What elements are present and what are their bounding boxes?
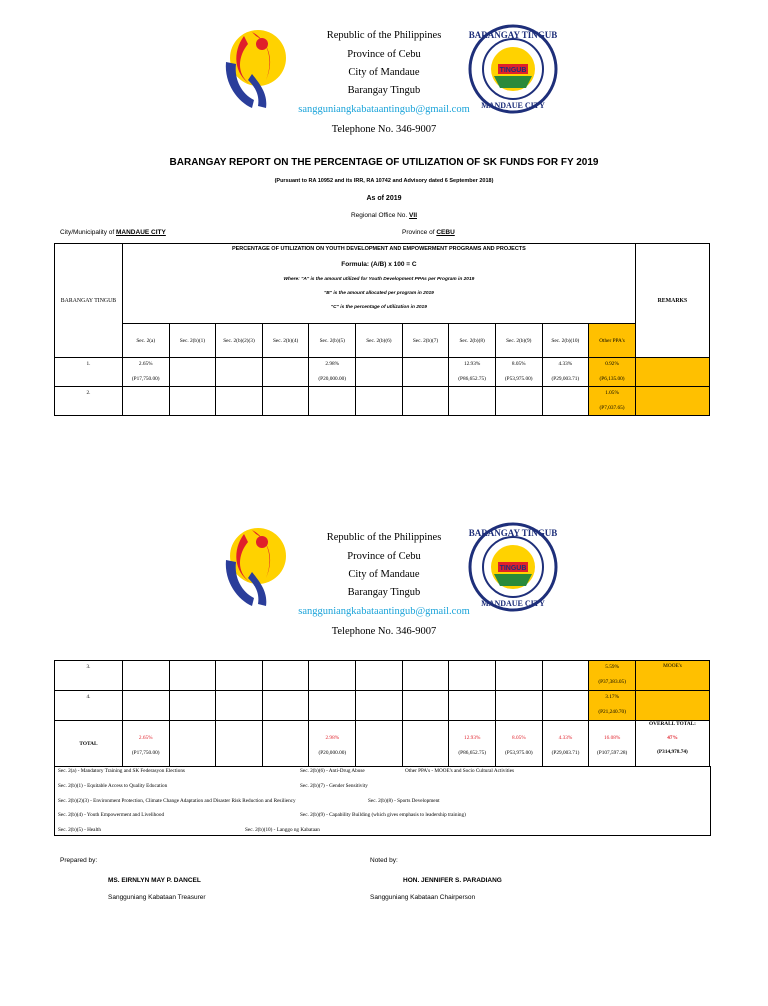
value-cell <box>216 387 263 416</box>
legend-l1c: Other PPA's - MOOE's and Socio Cultural Activities <box>405 768 515 774</box>
empty-cell <box>122 691 169 721</box>
amount-value: (P107,597.28) <box>596 749 628 756</box>
city-value: MANDAUE CITY <box>116 229 166 236</box>
column-header: Sec. 2(b)(5) <box>309 324 356 358</box>
prepared-name: MS. EIRNLYN MAY P. DANCEL <box>108 877 201 884</box>
percent-value: 12.93% <box>464 734 481 741</box>
value-cell <box>122 387 169 416</box>
remarks-cell <box>635 691 709 721</box>
row-number: 3. <box>55 661 123 691</box>
column-header: Sec. 2(a) <box>122 324 169 358</box>
other-ppa-cell <box>589 358 636 387</box>
amount-value: (P20,000.00) <box>318 376 347 382</box>
column-header: Sec. 2(b)(8) <box>449 324 496 358</box>
percent-value: 4.33% <box>558 734 573 741</box>
value-cell <box>309 358 356 387</box>
where-a: Where: "A" is the amount utilized for Youth Development PPAs per Program in 2019 <box>283 277 475 282</box>
empty-cell <box>496 691 543 721</box>
value-cell <box>495 387 542 416</box>
header-telephone: Telephone No. 346-9007 <box>331 124 437 135</box>
value-cell <box>495 358 542 387</box>
empty-cell <box>449 661 496 691</box>
value-cell <box>169 721 216 767</box>
other-ppa-cell <box>589 691 636 721</box>
legend-l3a: Sec. 2(b)(2)(3) - Environment Protection, Climate Change Adaptation and Disaster Risk Reduction and Resiliency <box>58 798 296 804</box>
percent-value: 12.93% <box>463 361 481 367</box>
value-cell <box>216 358 263 387</box>
remarks-header: REMARKS <box>635 244 709 358</box>
column-header: Sec. 2(b)(6) <box>356 324 403 358</box>
value-cell <box>356 358 403 387</box>
prepared-title: Sangguniang Kabataan Treasurer <box>108 894 206 901</box>
value-cell <box>542 721 589 767</box>
column-header: Sec. 2(b)(4) <box>262 324 309 358</box>
table-row <box>55 661 710 691</box>
header2-line3: City of Mandaue <box>348 569 420 580</box>
seal2-center: TINGUB <box>499 565 527 572</box>
value-cell <box>122 358 169 387</box>
header2-telephone: Telephone No. 346-9007 <box>331 626 437 637</box>
amount-value: (P29,003.71) <box>551 749 580 756</box>
remarks-cell <box>635 387 709 416</box>
overall-amount: (P314,978.74) <box>657 749 688 755</box>
overall-total-cell <box>635 721 709 767</box>
table-row <box>55 691 710 721</box>
value-cell <box>309 721 356 767</box>
barangay-header: BARANGAY TINGUB <box>55 244 123 358</box>
regional-value: VII <box>409 212 417 219</box>
total-row <box>55 721 710 767</box>
percent-value: 0.92% <box>605 361 619 367</box>
amount-value: (P6,135.00) <box>599 376 625 382</box>
percent-value: 2.65% <box>138 361 153 367</box>
empty-cell <box>542 661 589 691</box>
regional-office <box>0 212 768 219</box>
other-ppa-cell <box>589 387 636 416</box>
column-header: Sec. 2(b)(2)(3) <box>216 324 263 358</box>
table-row <box>55 387 710 416</box>
row-number: 1. <box>55 358 123 387</box>
remarks-cell: MOOE's <box>635 661 709 691</box>
empty-cell <box>169 661 216 691</box>
value-cell <box>169 358 216 387</box>
empty-cell <box>356 691 403 721</box>
amount-value: (P86,652.75) <box>458 376 486 382</box>
legend-l2b: Sec. 2(b)(7) - Gender Sensitivity <box>300 783 368 789</box>
value-cell <box>449 721 496 767</box>
report-title: BARANGAY REPORT ON THE PERCENTAGE OF UTILIZATION OF SK FUNDS FOR FY 2019 <box>169 157 599 168</box>
row-number: 4. <box>55 691 123 721</box>
column-header: Sec. 2(b)(1) <box>169 324 216 358</box>
seal-center: TINGUB <box>499 67 527 74</box>
value-cell <box>262 721 309 767</box>
percent-value: 2.98% <box>325 734 340 741</box>
value-cell <box>356 387 403 416</box>
legend-l4b: Sec. 2(b)(9) - Capability Building (which gives emphasis to leadership training) <box>300 812 466 818</box>
value-cell <box>402 387 449 416</box>
remarks-cell <box>635 358 709 387</box>
empty-cell <box>122 661 169 691</box>
legend-l1a: Sec. 2(a) - Mandatory Training and SK Federasyon Elections <box>58 768 185 774</box>
empty-cell <box>402 691 449 721</box>
value-cell <box>309 387 356 416</box>
header-email: sangguniangkabataantingub@gmail.com <box>298 104 470 115</box>
report-subtitle: (Pursuant to RA 10952 and its IRR, RA 10742 and Advisory dated 6 September 2018) <box>274 178 494 184</box>
value-cell <box>262 387 309 416</box>
empty-cell <box>496 661 543 691</box>
legend-l1b: Sec. 2(b)(6) - Anti-Drug Abuse <box>300 768 365 774</box>
amount-value: (P53,975.00) <box>505 749 533 756</box>
amount-value: (P53,975.00) <box>504 376 533 382</box>
percent-value: 8.05% <box>511 361 526 367</box>
noted-name: HON. JENNIFER S. PARADIANG <box>403 877 502 884</box>
amount-value: (P21,240.70) <box>598 709 626 715</box>
empty-cell <box>216 661 263 691</box>
overall-label: OVERALL TOTAL: <box>649 721 696 727</box>
percent-value: 2.65% <box>138 734 153 741</box>
amount-value: (P20,000.00) <box>318 749 347 756</box>
header2-email: sangguniangkabataantingub@gmail.com <box>298 606 470 617</box>
value-cell <box>496 721 543 767</box>
seal-text-top: BARANGAY TINGUB <box>468 30 558 40</box>
program-header <box>122 244 635 324</box>
percent-value: 16.08% <box>603 734 621 741</box>
noted-title: Sangguniang Kabataan Chairperson <box>370 894 476 901</box>
province-label: Province of <box>402 229 435 236</box>
value-cell <box>169 387 216 416</box>
column-header: Sec. 2(b)(7) <box>402 324 449 358</box>
value-cell <box>449 358 496 387</box>
report-as-of: As of 2019 <box>366 195 402 202</box>
amount-value: (P37,383.05) <box>598 679 626 685</box>
empty-cell <box>309 691 356 721</box>
column-header: Sec. 2(b)(10) <box>542 324 589 358</box>
empty-cell <box>309 661 356 691</box>
other-ppa-cell <box>589 661 636 691</box>
header-line4: Barangay Tingub <box>347 85 421 96</box>
empty-cell <box>262 661 309 691</box>
percent-value: 8.05% <box>512 734 526 741</box>
amount-value: (P17,750.00) <box>131 376 160 382</box>
legend-l5b: Sec. 2(b)(10) - Langgo ng Kabataan <box>245 827 320 833</box>
legend-l3b: Sec. 2(b)(8) - Sports Development <box>368 798 440 804</box>
value-cell <box>402 358 449 387</box>
amount-value: (P17,750.00) <box>131 749 160 756</box>
province-field <box>402 229 455 236</box>
overall-percent: 47% <box>667 735 678 741</box>
formula: Formula: (A/B) x 100 = C <box>341 261 417 268</box>
table-row <box>55 358 710 387</box>
empty-cell <box>216 691 263 721</box>
seal-text-bottom: MANDAUE CITY <box>481 101 545 110</box>
header-line1: Republic of the Philippines <box>326 30 442 41</box>
province-value: CEBU <box>436 229 455 236</box>
utilization-table-1 <box>54 243 710 416</box>
value-cell <box>356 721 403 767</box>
where-c: "C" is the percentage of utilization in 2019 <box>330 305 427 310</box>
row-number: 2. <box>55 387 123 416</box>
where-b: "B" is the amount allocated per program in 2019 <box>323 291 434 296</box>
seal2-text-bottom: MANDAUE CITY <box>481 599 545 608</box>
column-header: Sec. 2(b)(9) <box>495 324 542 358</box>
value-cell <box>122 721 169 767</box>
regional-label: Regional Office No. <box>350 212 408 219</box>
header2-line4: Barangay Tingub <box>347 587 421 598</box>
percent-value: 1.05% <box>605 390 619 396</box>
total-label: TOTAL <box>55 721 123 767</box>
empty-cell <box>169 691 216 721</box>
empty-cell <box>402 661 449 691</box>
empty-cell <box>542 691 589 721</box>
percent-value: 3.17% <box>605 694 619 700</box>
header-line2: Province of Cebu <box>347 49 421 60</box>
value-cell <box>589 721 636 767</box>
empty-cell <box>262 691 309 721</box>
amount-value: (P7,037.65) <box>599 405 625 411</box>
city-label: City/Municipality of <box>60 229 115 236</box>
value-cell <box>542 358 589 387</box>
header-line3: City of Mandaue <box>348 67 420 78</box>
legend-l4a: Sec. 2(b)(4) - Youth Empowerment and Livelihood <box>58 812 165 818</box>
value-cell <box>449 387 496 416</box>
legend-l2a: Sec. 2(b)(1) - Equitable Access to Quality Education <box>58 783 168 789</box>
value-cell <box>262 358 309 387</box>
value-cell <box>216 721 263 767</box>
header2-line1: Republic of the Philippines <box>326 532 442 543</box>
main-header: PERCENTAGE OF UTILIZATION ON YOUTH DEVELOPMENT AND EMPOWERMENT PROGRAMS AND PROJECTS <box>231 246 526 252</box>
empty-cell <box>356 661 403 691</box>
amount-value: (P86,652.75) <box>458 749 487 756</box>
percent-value: 2.98% <box>325 361 340 367</box>
legend-l5a: Sec. 2(b)(5) - Health <box>58 827 101 833</box>
utilization-table-2 <box>54 660 710 767</box>
amount-value: (P29,003.71) <box>551 376 580 382</box>
percent-value: 4.33% <box>558 361 573 367</box>
noted-label: Noted by: <box>370 857 398 864</box>
city-field <box>60 229 166 236</box>
column-header: Other PPA's <box>589 324 636 358</box>
percent-value: 5.59% <box>605 664 619 670</box>
value-cell <box>542 387 589 416</box>
header2-line2: Province of Cebu <box>347 551 421 562</box>
value-cell <box>402 721 449 767</box>
empty-cell <box>449 691 496 721</box>
prepared-label: Prepared by: <box>60 857 98 864</box>
seal2-text-top: BARANGAY TINGUB <box>468 528 558 538</box>
